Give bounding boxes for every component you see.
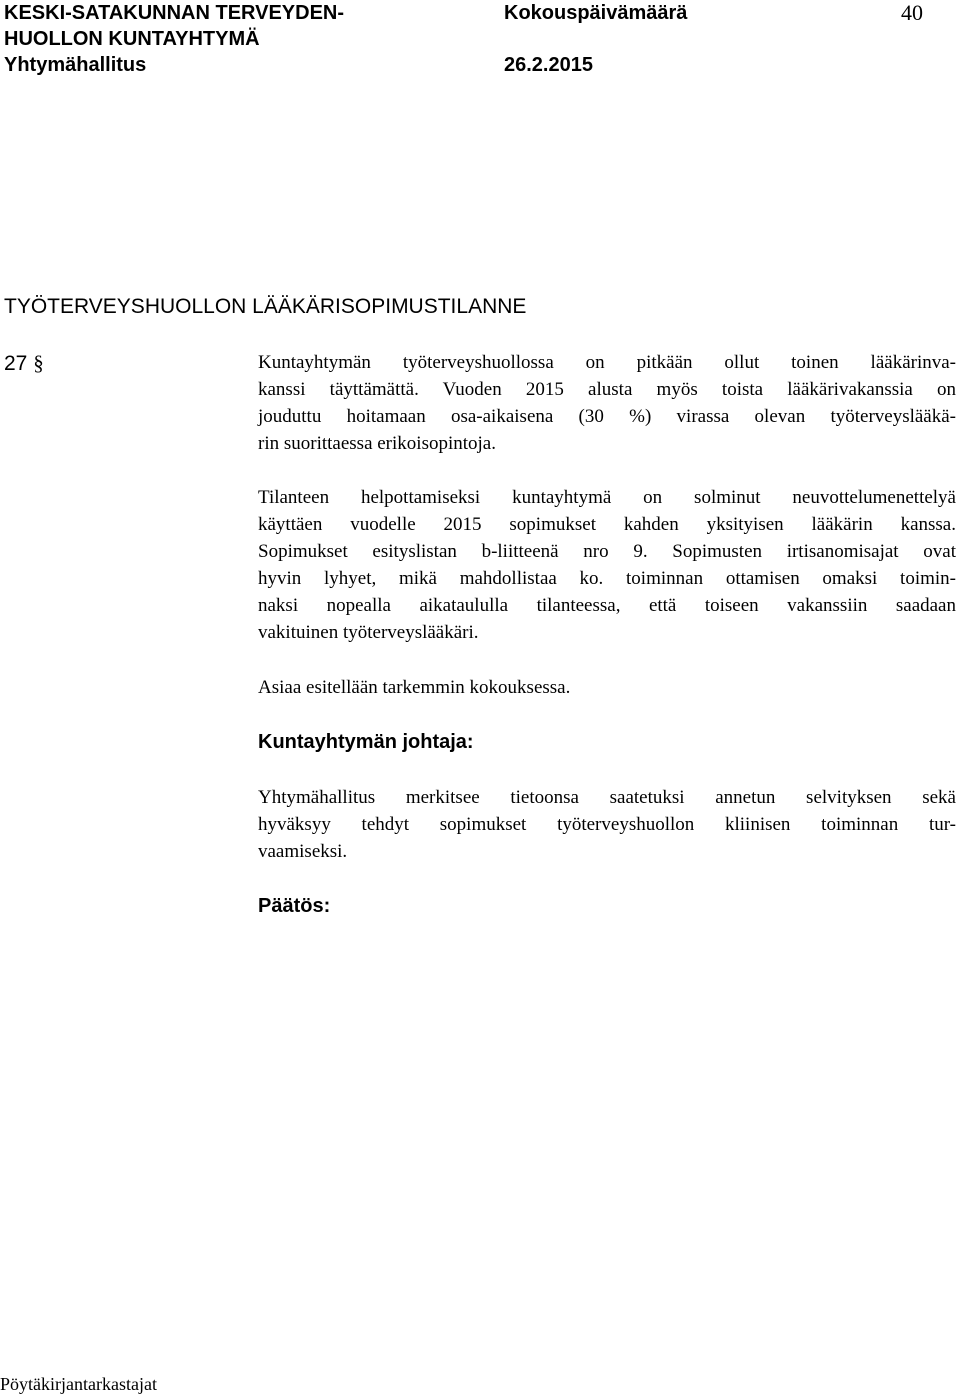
paragraph-proposal — [258, 784, 956, 865]
board-name: Yhtymähallitus — [4, 54, 147, 76]
minutes-checkers-label: Pöytäkirjantarkastajat — [0, 1374, 157, 1394]
page-number: 40 — [901, 0, 923, 25]
section-title: TYÖTERVEYSHUOLLON LÄÄKÄRISOPIMUSTILANNE — [4, 295, 527, 318]
text-line: rin suorittaessa erikoisopintoja. — [258, 433, 496, 454]
paragraph-contracts — [258, 484, 956, 646]
text-line: Kuntayhtymän työterveyshuollossa on pitkään ollut toinen lääkärinva- — [258, 352, 956, 373]
text-line: käyttäen vuodelle 2015 sopimukset kahden yksityisen lääkärin kanssa. — [258, 514, 956, 535]
text-line: hyväksyy tehdyt sopimukset työterveyshuollon kliinisen toiminnan tur- — [258, 814, 956, 835]
paragraph-background — [258, 349, 956, 457]
text-line: naksi nopealla aikataululla tilanteessa, että toiseen vakanssiin saadaan — [258, 595, 956, 616]
text-line: Asiaa esitellään tarkemmin kokouksessa. — [258, 677, 571, 698]
section-sign: § — [33, 351, 44, 375]
text-line: vakituinen työterveyslääkäri. — [258, 622, 479, 643]
meeting-date: 26.2.2015 — [504, 54, 593, 76]
section-number-value: 27 — [4, 352, 28, 375]
organization-name-line1: KESKI-SATAKUNNAN TERVEYDEN- — [4, 2, 345, 24]
organization-name-line2: HUOLLON KUNTAYHTYMÄ — [4, 28, 260, 50]
text-line: jouduttu hoitamaan osa-aikaisena (30 %) virassa olevan työterveyslääkä- — [258, 406, 956, 427]
meeting-date-label: Kokouspäivämäärä — [504, 2, 688, 24]
text-line: Yhtymähallitus merkitsee tietoonsa saatetuksi annetun selvityksen sekä — [258, 787, 956, 808]
text-line: Tilanteen helpottamiseksi kuntayhtymä on solminut neuvottelumenettelyä — [258, 487, 956, 508]
decision-heading: Päätös: — [258, 895, 331, 917]
section-number — [4, 349, 44, 378]
text-line: kanssi täyttämättä. Vuoden 2015 alusta myös toista lääkärivakanssia on — [258, 379, 956, 400]
text-line: vaamiseksi. — [258, 841, 348, 862]
proposal-heading: Kuntayhtymän johtaja: — [258, 731, 474, 753]
text-line: hyvin lyhyet, mikä mahdollistaa ko. toiminnan ottamisen omaksi toimin- — [258, 568, 956, 589]
organization-name — [4, 0, 344, 52]
paragraph-presentation — [258, 674, 956, 701]
text-line: Sopimukset esityslistan b-liitteenä nro 9. Sopimusten irtisanomisajat ovat — [258, 541, 956, 562]
